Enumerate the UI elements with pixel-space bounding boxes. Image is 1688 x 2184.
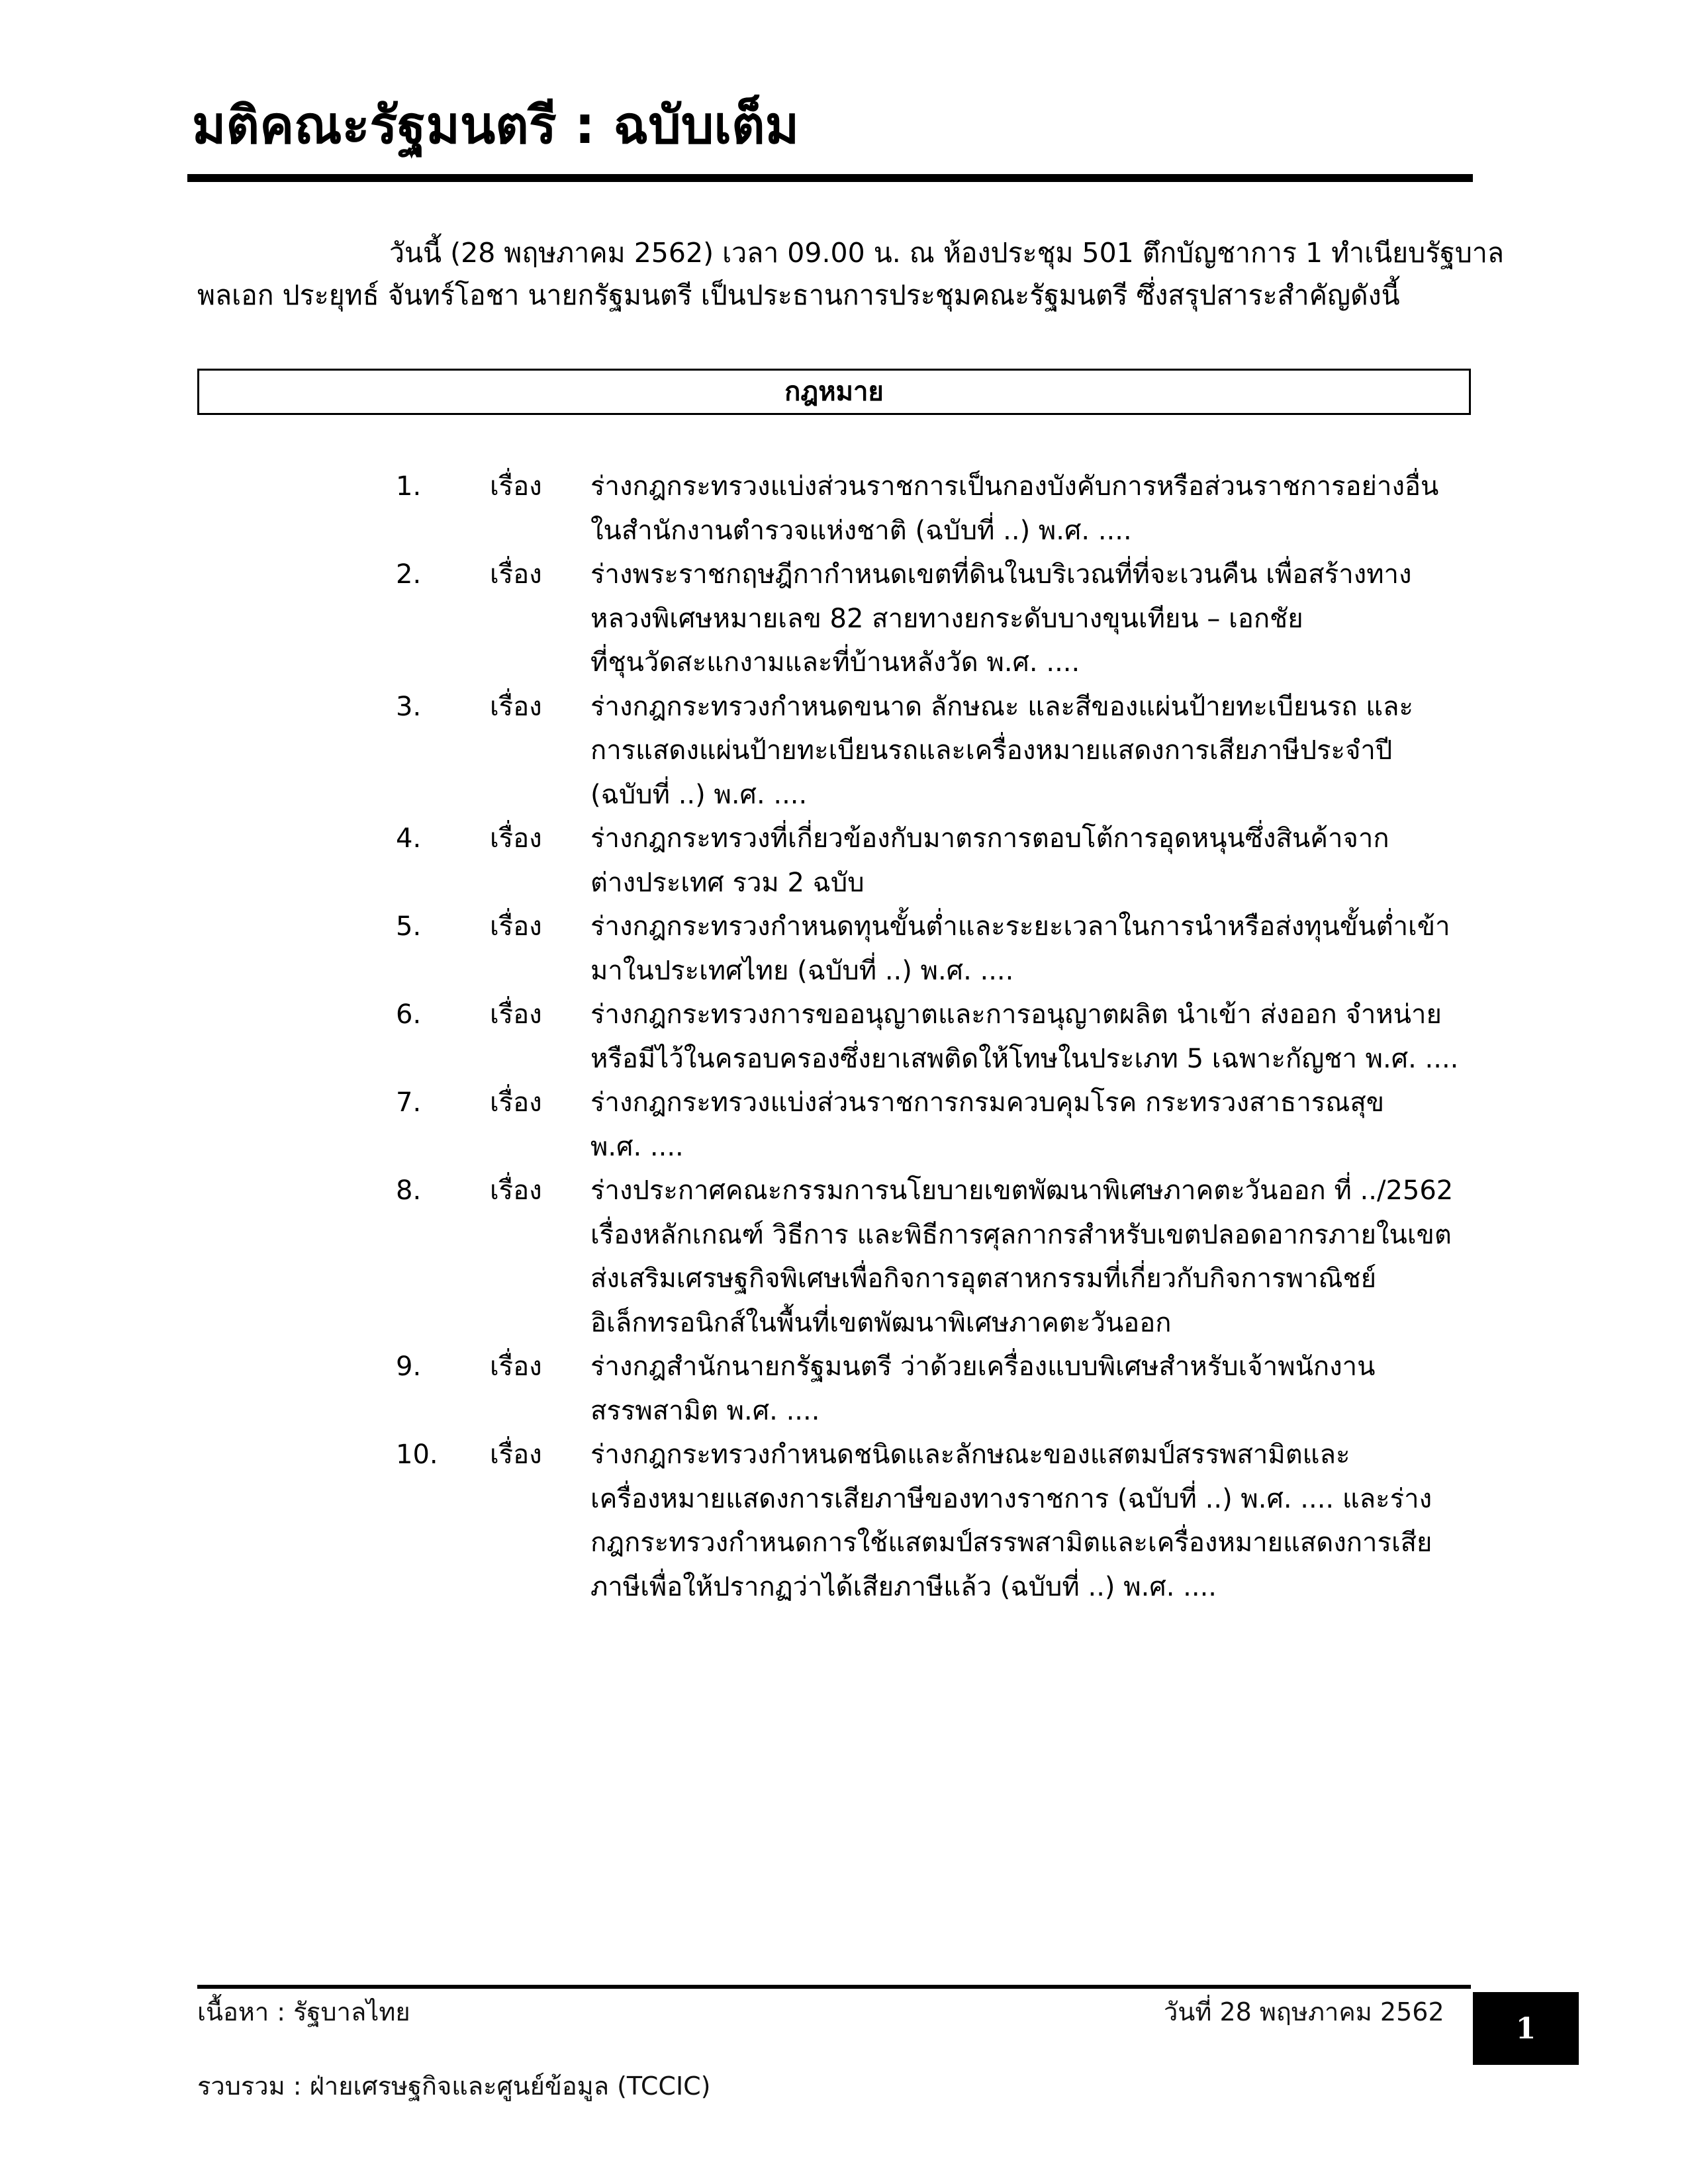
agenda-item xyxy=(396,817,1481,905)
item-text-line: ร่างกฎกระทรวงกำหนดทุนขั้นต่ำและระยะเวลาในการนำหรือส่งทุนขั้นต่ำเข้า xyxy=(590,911,1450,942)
item-text-line: การแสดงแผ่นป้ายทะเบียนรถและเครื่องหมายแสดงการเสียภาษีประจำปี xyxy=(590,735,1393,766)
agenda-item xyxy=(396,553,1481,685)
item-label: เรื่อง xyxy=(490,1439,542,1470)
item-text-line: ส่งเสริมเศรษฐกิจพิเศษเพื่อกิจการอุตสาหกรรมที่เกี่ยวกับกิจการพาณิชย์ xyxy=(590,1263,1377,1294)
page-number-badge: 1 xyxy=(1473,1992,1579,2065)
item-text-line: ภาษีเพื่อให้ปรากฏว่าได้เสียภาษีแล้ว (ฉบับที่ ..) พ.ศ. .... xyxy=(590,1571,1217,1602)
page-title: มติคณะรัฐมนตรี : ฉบับเต็ม xyxy=(192,96,800,156)
item-text-line: ที่ชุนวัดสะแกงามและที่บ้านหลังวัด พ.ศ. .... xyxy=(590,647,1080,678)
item-text-line: ร่างกฎกระทรวงกำหนดชนิดและลักษณะของแสตมป์สรรพสามิตและ xyxy=(590,1439,1350,1470)
item-text-line: ร่างพระราชกฤษฎีกากำหนดเขตที่ดินในบริเวณที่ที่จะเวนคืน เพื่อสร้างทาง xyxy=(590,559,1412,590)
title-divider xyxy=(187,174,1473,182)
item-text-line: เรื่องหลักเกณฑ์ วิธีการ และพิธีการศุลกากรสำหรับเขตปลอดอากรภายในเขต xyxy=(590,1219,1452,1250)
item-text xyxy=(590,817,1481,905)
item-number: 6. xyxy=(396,999,422,1030)
item-text-line: หรือมีไว้ในครอบครองซึ่งยาเสพติดให้โทษในประเภท 5 เฉพาะกัญชา พ.ศ. .... xyxy=(590,1043,1459,1074)
item-label: เรื่อง xyxy=(490,691,542,722)
item-text-line: ร่างกฎกระทรวงการขออนุญาตและการอนุญาตผลิต นำเข้า ส่งออก จำหน่าย xyxy=(590,999,1442,1030)
item-number: 10. xyxy=(396,1439,438,1470)
item-text xyxy=(590,1433,1481,1609)
agenda-item xyxy=(396,1433,1481,1609)
item-text-line: ร่างกฎกระทรวงกำหนดขนาด ลักษณะ และสีของแผ่นป้ายทะเบียนรถ และ xyxy=(590,691,1414,722)
footer-source xyxy=(197,1995,711,2103)
item-text xyxy=(590,465,1481,553)
item-text xyxy=(590,993,1481,1081)
item-label: เรื่อง xyxy=(490,1175,542,1206)
intro-paragraph xyxy=(197,232,1508,316)
agenda-item xyxy=(396,685,1481,817)
item-label: เรื่อง xyxy=(490,823,542,854)
agenda-list xyxy=(396,465,1481,1609)
footer-compiled-by: รวบรวม : ฝ่ายเศรษฐกิจและศูนย์ข้อมูล (TCCIC) xyxy=(197,2071,711,2101)
agenda-item xyxy=(396,905,1481,993)
item-text-line: มาในประเทศไทย (ฉบับที่ ..) พ.ศ. .... xyxy=(590,955,1014,986)
item-number: 3. xyxy=(396,691,422,722)
item-text xyxy=(590,1345,1481,1433)
item-label: เรื่อง xyxy=(490,1351,542,1382)
item-text-line: กฎกระทรวงกำหนดการใช้แสตมป์สรรพสามิตและเครื่องหมายแสดงการเสีย xyxy=(590,1527,1432,1558)
item-number: 7. xyxy=(396,1087,422,1118)
agenda-item xyxy=(396,1345,1481,1433)
item-label: เรื่อง xyxy=(490,559,542,590)
item-text-line: ร่างกฎสำนักนายกรัฐมนตรี ว่าด้วยเครื่องแบบพิเศษสำหรับเจ้าพนักงาน xyxy=(590,1351,1376,1382)
item-label: เรื่อง xyxy=(490,999,542,1030)
item-label: เรื่อง xyxy=(490,471,542,502)
agenda-item xyxy=(396,465,1481,553)
item-text-line: ในสำนักงานตำรวจแห่งชาติ (ฉบับที่ ..) พ.ศ. .... xyxy=(590,515,1132,546)
item-number: 4. xyxy=(396,823,422,854)
item-label: เรื่อง xyxy=(490,911,542,942)
item-number: 5. xyxy=(396,911,422,942)
section-heading: กฎหมาย xyxy=(197,369,1471,415)
footer-content-source: เนื้อหา : รัฐบาลไทย xyxy=(197,1997,410,2026)
item-text-line: (ฉบับที่ ..) พ.ศ. .... xyxy=(590,779,808,810)
item-text xyxy=(590,905,1481,993)
intro-line-1: วันนี้ (28 พฤษภาคม 2562) เวลา 09.00 น. ณ ห้องประชุม 501 ตึกบัญชาการ 1 ทำเนียบรัฐบาล xyxy=(389,237,1505,269)
item-text-line: เครื่องหมายแสดงการเสียภาษีของทางราชการ (ฉบับที่ ..) พ.ศ. .... และร่าง xyxy=(590,1483,1432,1514)
item-text xyxy=(590,553,1481,685)
footer-date: วันที่ 28 พฤษภาคม 2562 xyxy=(1164,1997,1444,2026)
item-label: เรื่อง xyxy=(490,1087,542,1118)
item-text-line: ร่างกฎกระทรวงแบ่งส่วนราชการกรมควบคุมโรค กระทรวงสาธารณสุข xyxy=(590,1087,1385,1118)
agenda-item xyxy=(396,1169,1481,1345)
agenda-item xyxy=(396,993,1481,1081)
item-text xyxy=(590,1169,1481,1345)
item-number: 1. xyxy=(396,471,422,502)
item-text xyxy=(590,685,1481,817)
item-text-line: อิเล็กทรอนิกส์ในพื้นที่เขตพัฒนาพิเศษภาคตะวันออก xyxy=(590,1307,1172,1338)
item-number: 9. xyxy=(396,1351,422,1382)
footer-divider xyxy=(197,1985,1471,1989)
item-number: 8. xyxy=(396,1175,422,1206)
item-text-line: ต่างประเทศ รวม 2 ฉบับ xyxy=(590,867,865,898)
item-text-line: ร่างประกาศคณะกรรมการนโยบายเขตพัฒนาพิเศษภาคตะวันออก ที่ ../2562 xyxy=(590,1175,1454,1206)
item-text-line: สรรพสามิต พ.ศ. .... xyxy=(590,1395,820,1426)
agenda-item xyxy=(396,1081,1481,1169)
item-text-line: ร่างกฎกระทรวงแบ่งส่วนราชการเป็นกองบังคับการหรือส่วนราชการอย่างอื่น xyxy=(590,471,1439,502)
item-text-line: พ.ศ. .... xyxy=(590,1131,684,1162)
item-text-line: ร่างกฎกระทรวงที่เกี่ยวข้องกับมาตรการตอบโต้การอุดหนุนซึ่งสินค้าจาก xyxy=(590,823,1389,854)
item-number: 2. xyxy=(396,559,422,590)
item-text-line: หลวงพิเศษหมายเลข 82 สายทางยกระดับบางขุนเทียน – เอกชัย xyxy=(590,603,1303,634)
intro-line-2: พลเอก ประยุทธ์ จันทร์โอชา นายกรัฐมนตรี เป็นประธานการประชุมคณะรัฐมนตรี ซึ่งสรุปสาระสำคัญดังนี้ xyxy=(197,279,1400,311)
item-text xyxy=(590,1081,1481,1169)
